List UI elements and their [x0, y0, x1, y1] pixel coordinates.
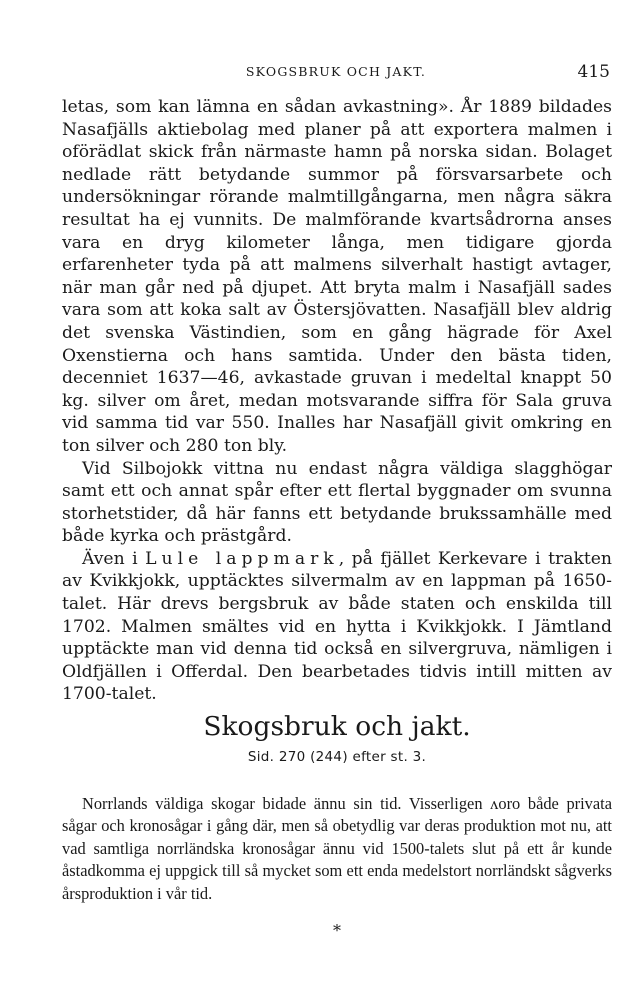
spaced-place-name: Lule lappmark	[145, 548, 339, 569]
asterisk-ornament: *	[333, 921, 341, 940]
section-reference: Sid. 270 (244) efter st. 3.	[247, 749, 427, 765]
paragraph-lule-lappmark	[62, 548, 612, 706]
section-body	[62, 793, 612, 905]
paragraph-nasafjall: letas, som kan lämna en sådan avkastning». År 1889 bildades Nasafjälls aktiebolag med planer på att exportera malmen i oförädlat skick från närmaste hamn på norska sidan. Bolaget nedlade rätt betydande summor på försvarsarbete och undersökningar rörande malmtillgångarna, men några säkra resultat ha ej vunnits. De malmförande kvartsådrorna anses vara en dryg kilometer långa, men tidigare gjorda erfarenheter tyda på att malmens silverhalt hastigt avtager, när man går ned på djupet. Att bryta malm i Nasafjäll sades vara som att koka salt av Östersjövatten. Nasafjäll blev aldrig det svenska Västindien, som en gång hägrade för Axel Oxenstierna och hans samtida. Under den bästa tiden, decenniet 1637—46, avkastade gruvan i medeltal knappt 50 kg. silver om året, medan motsvarande siffra för Sala gruva vid samma tid var 550. Inalles har Nasafjäll givit omkring en ton silver och 280 ton bly.	[62, 97, 612, 456]
page-number: 415	[577, 62, 610, 82]
body-text	[62, 96, 612, 706]
paragraph-lule-rest: , på fjället Kerkevare i trakten av Kvikkjokk, upptäcktes silvermalm av en lappman på 1650-talet. Här drevs bergsbruk av både staten och enskilda till 1702. Malmen smältes vid en hytta i Kvikkjokk. I Jämtland upptäckte man vid denna tid också en silvergruva, nämligen i Oldfjällen i Offerdal. Den bearbetades tidvis intill mitten av 1700-talet.	[62, 548, 613, 705]
paragraph-norrlands-skogar: Norrlands väldiga skogar bidade ännu sin tid. Visserligen ʌoro både privata sågar och kronosågar i gång där, men så obetydlig var deras produktion mot nu, att vad samtliga norrländska kronosågar ännu vid 1500-talets slut på ett år kunde åstadkomma ej uppgick till så mycket som ett enda medelstort norrländskt sågverks årsproduktion i vår tid.	[62, 794, 612, 903]
running-header	[62, 62, 610, 86]
paragraph-silbojokk: Vid Silbojokk vittna nu endast några väldiga slagghögar samt ett och annat spår efter ett flertal byggnader om svunna storhetstider, då här fanns ett betydande brukssamhälle med både kyrka och prästgård.	[62, 458, 612, 547]
paragraph-lule-intro: Även i	[82, 548, 146, 569]
section-heading: Skogsbruk och jakt.	[203, 711, 471, 742]
running-title: SKOGSBRUK OCH JAKT.	[245, 64, 427, 79]
